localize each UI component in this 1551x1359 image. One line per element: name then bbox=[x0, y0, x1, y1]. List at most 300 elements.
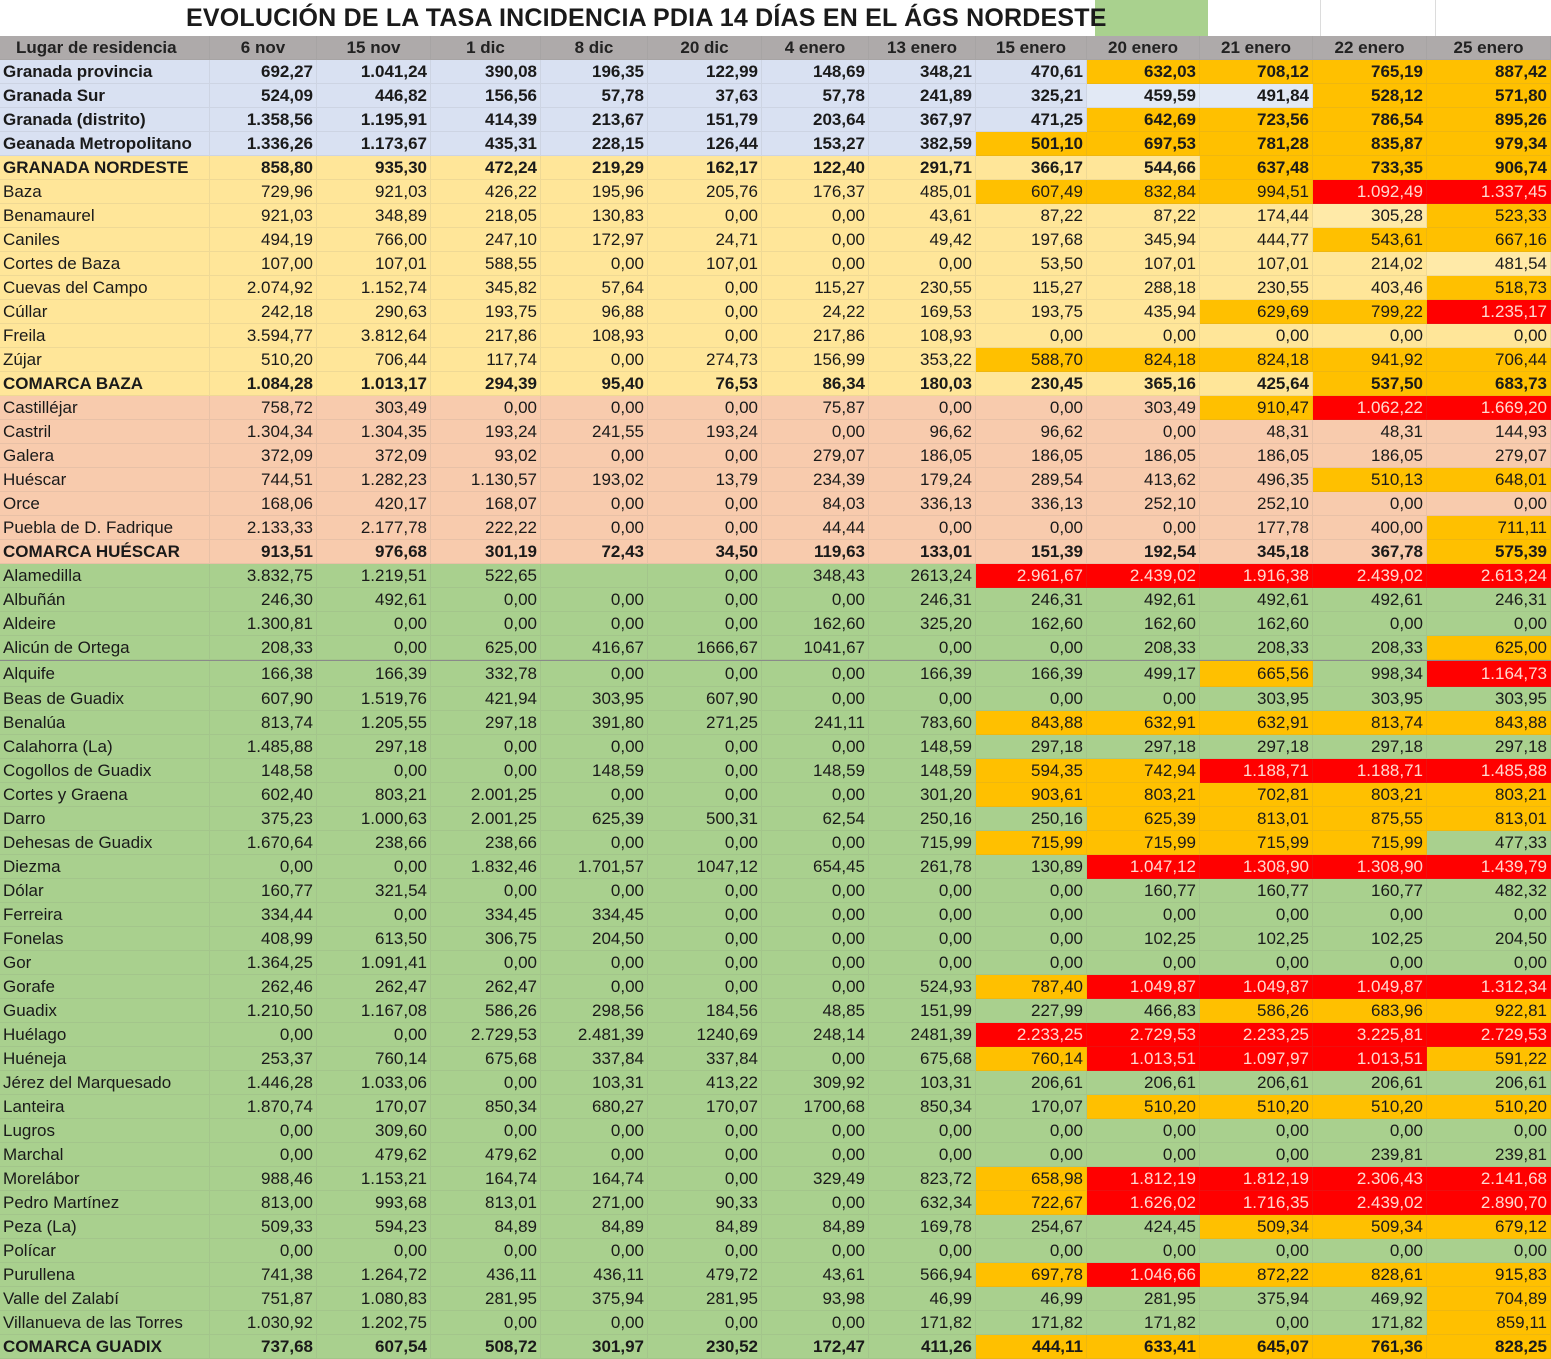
rate-cell[interactable]: 765,19 bbox=[1313, 60, 1427, 84]
rate-cell[interactable]: 75,87 bbox=[762, 396, 869, 420]
rate-cell[interactable]: 416,67 bbox=[541, 636, 648, 661]
rate-cell[interactable]: 723,56 bbox=[1200, 108, 1313, 132]
rate-cell[interactable]: 413,62 bbox=[1087, 468, 1200, 492]
rate-cell[interactable]: 1.000,63 bbox=[317, 807, 431, 831]
rate-cell[interactable]: 0,00 bbox=[869, 1143, 976, 1167]
rate-cell[interactable]: 0,00 bbox=[210, 855, 317, 879]
rate-cell[interactable]: 337,84 bbox=[541, 1047, 648, 1071]
rate-cell[interactable]: 0,00 bbox=[869, 516, 976, 540]
place-name-cell[interactable]: Cogollos de Guadix bbox=[0, 759, 210, 783]
rate-cell[interactable]: 262,47 bbox=[431, 975, 541, 999]
rate-cell[interactable]: 186,05 bbox=[1087, 444, 1200, 468]
rate-cell[interactable]: 1.047,12 bbox=[1087, 855, 1200, 879]
rate-cell[interactable]: 180,03 bbox=[869, 372, 976, 396]
rate-cell[interactable]: 239,81 bbox=[1427, 1143, 1551, 1167]
rate-cell[interactable]: 1.202,75 bbox=[317, 1311, 431, 1335]
rate-cell[interactable]: 1.264,72 bbox=[317, 1263, 431, 1287]
place-name-cell[interactable]: Lugros bbox=[0, 1119, 210, 1143]
rate-cell[interactable]: 1.304,34 bbox=[210, 420, 317, 444]
rate-cell[interactable]: 722,67 bbox=[976, 1191, 1087, 1215]
rate-cell[interactable]: 372,09 bbox=[210, 444, 317, 468]
rate-cell[interactable]: 1.485,88 bbox=[1427, 759, 1551, 783]
rate-cell[interactable]: 524,09 bbox=[210, 84, 317, 108]
rate-cell[interactable]: 742,94 bbox=[1087, 759, 1200, 783]
rate-cell[interactable]: 0,00 bbox=[317, 1023, 431, 1047]
rate-cell[interactable]: 1.300,81 bbox=[210, 612, 317, 636]
rate-cell[interactable]: 0,00 bbox=[541, 612, 648, 636]
rate-cell[interactable]: 715,99 bbox=[1087, 831, 1200, 855]
rate-cell[interactable]: 1.916,38 bbox=[1200, 564, 1313, 588]
rate-cell[interactable]: 171,82 bbox=[869, 1311, 976, 1335]
rate-cell[interactable]: 148,59 bbox=[869, 735, 976, 759]
rate-cell[interactable]: 741,38 bbox=[210, 1263, 317, 1287]
rate-cell[interactable]: 172,47 bbox=[762, 1335, 869, 1359]
rate-cell[interactable]: 0,00 bbox=[648, 759, 762, 783]
rate-cell[interactable]: 0,00 bbox=[541, 516, 648, 540]
rate-cell[interactable]: 887,42 bbox=[1427, 60, 1551, 84]
rate-cell[interactable]: 665,56 bbox=[1200, 661, 1313, 688]
rate-cell[interactable]: 0,00 bbox=[1313, 1239, 1427, 1263]
rate-cell[interactable]: 903,61 bbox=[976, 783, 1087, 807]
rate-cell[interactable]: 303,95 bbox=[541, 687, 648, 711]
place-name-cell[interactable]: Granada (distrito) bbox=[0, 108, 210, 132]
place-name-cell[interactable]: Orce bbox=[0, 492, 210, 516]
place-name-cell[interactable]: Puebla de D. Fadrique bbox=[0, 516, 210, 540]
rate-cell[interactable]: 0,00 bbox=[869, 951, 976, 975]
rate-cell[interactable]: 206,61 bbox=[1200, 1071, 1313, 1095]
rate-cell[interactable]: 2.729,53 bbox=[1087, 1023, 1200, 1047]
rate-cell[interactable]: 0,00 bbox=[869, 687, 976, 711]
rate-cell[interactable]: 0,00 bbox=[541, 735, 648, 759]
rate-cell[interactable]: 766,00 bbox=[317, 228, 431, 252]
rate-cell[interactable]: 227,99 bbox=[976, 999, 1087, 1023]
rate-cell[interactable]: 0,00 bbox=[648, 661, 762, 688]
rate-cell[interactable]: 0,00 bbox=[976, 1143, 1087, 1167]
place-name-cell[interactable]: Aldeire bbox=[0, 612, 210, 636]
rate-cell[interactable]: 1.091,41 bbox=[317, 951, 431, 975]
rate-cell[interactable]: 246,31 bbox=[869, 588, 976, 612]
rate-cell[interactable]: 1.080,83 bbox=[317, 1287, 431, 1311]
rate-cell[interactable]: 365,16 bbox=[1087, 372, 1200, 396]
rate-cell[interactable]: 208,33 bbox=[210, 636, 317, 661]
rate-cell[interactable]: 683,73 bbox=[1427, 372, 1551, 396]
rate-cell[interactable]: 184,56 bbox=[648, 999, 762, 1023]
rate-cell[interactable]: 522,65 bbox=[431, 564, 541, 588]
place-name-cell[interactable]: Ferreira bbox=[0, 903, 210, 927]
rate-cell[interactable]: 706,44 bbox=[317, 348, 431, 372]
rate-cell[interactable]: 479,62 bbox=[317, 1143, 431, 1167]
column-header-place[interactable]: Lugar de residencia bbox=[0, 36, 210, 60]
rate-cell[interactable]: 193,02 bbox=[541, 468, 648, 492]
rate-cell[interactable]: 186,05 bbox=[869, 444, 976, 468]
rate-cell[interactable]: 122,40 bbox=[762, 156, 869, 180]
rate-cell[interactable]: 0,00 bbox=[648, 951, 762, 975]
rate-cell[interactable]: 761,36 bbox=[1313, 1335, 1427, 1359]
rate-cell[interactable]: 144,93 bbox=[1427, 420, 1551, 444]
column-header-date[interactable]: 6 nov bbox=[210, 36, 317, 60]
rate-cell[interactable]: 93,02 bbox=[431, 444, 541, 468]
rate-cell[interactable]: 479,62 bbox=[431, 1143, 541, 1167]
rate-cell[interactable]: 704,89 bbox=[1427, 1287, 1551, 1311]
place-name-cell[interactable]: Polícar bbox=[0, 1239, 210, 1263]
rate-cell[interactable]: 230,55 bbox=[1200, 276, 1313, 300]
place-name-cell[interactable]: Diezma bbox=[0, 855, 210, 879]
rate-cell[interactable]: 491,84 bbox=[1200, 84, 1313, 108]
rate-cell[interactable]: 115,27 bbox=[762, 276, 869, 300]
rate-cell[interactable]: 390,08 bbox=[431, 60, 541, 84]
rate-cell[interactable]: 0,00 bbox=[431, 1239, 541, 1263]
rate-cell[interactable]: 0,00 bbox=[1427, 903, 1551, 927]
rate-cell[interactable]: 1.049,87 bbox=[1200, 975, 1313, 999]
rate-cell[interactable]: 156,56 bbox=[431, 84, 541, 108]
rate-cell[interactable]: 57,64 bbox=[541, 276, 648, 300]
rate-cell[interactable]: 0,00 bbox=[431, 1119, 541, 1143]
rate-cell[interactable]: 0,00 bbox=[762, 879, 869, 903]
rate-cell[interactable]: 0,00 bbox=[869, 903, 976, 927]
rate-cell[interactable]: 479,72 bbox=[648, 1263, 762, 1287]
rate-cell[interactable]: 632,91 bbox=[1200, 711, 1313, 735]
rate-cell[interactable]: 0,00 bbox=[1427, 1239, 1551, 1263]
rate-cell[interactable]: 0,00 bbox=[762, 903, 869, 927]
rate-cell[interactable]: 509,34 bbox=[1200, 1215, 1313, 1239]
rate-cell[interactable]: 102,25 bbox=[1313, 927, 1427, 951]
rate-cell[interactable]: 1.308,90 bbox=[1313, 855, 1427, 879]
rate-cell[interactable]: 151,99 bbox=[869, 999, 976, 1023]
rate-cell[interactable]: 586,26 bbox=[431, 999, 541, 1023]
rate-cell[interactable]: 0,00 bbox=[648, 903, 762, 927]
rate-cell[interactable]: 0,00 bbox=[541, 951, 648, 975]
rate-cell[interactable]: 2.481,39 bbox=[541, 1023, 648, 1047]
rate-cell[interactable]: 186,05 bbox=[1313, 444, 1427, 468]
rate-cell[interactable]: 0,00 bbox=[541, 831, 648, 855]
rate-cell[interactable]: 84,89 bbox=[431, 1215, 541, 1239]
rate-cell[interactable]: 1.164,73 bbox=[1427, 661, 1551, 688]
rate-cell[interactable]: 170,07 bbox=[317, 1095, 431, 1119]
place-name-cell[interactable]: Benalúa bbox=[0, 711, 210, 735]
rate-cell[interactable]: 325,21 bbox=[976, 84, 1087, 108]
rate-cell[interactable]: 0,00 bbox=[1087, 951, 1200, 975]
rate-cell[interactable]: 466,83 bbox=[1087, 999, 1200, 1023]
place-name-cell[interactable]: Cortes de Baza bbox=[0, 252, 210, 276]
rate-cell[interactable]: 367,97 bbox=[869, 108, 976, 132]
rate-cell[interactable]: 444,77 bbox=[1200, 228, 1313, 252]
rate-cell[interactable]: 48,31 bbox=[1313, 420, 1427, 444]
rate-cell[interactable]: 206,61 bbox=[1087, 1071, 1200, 1095]
rate-cell[interactable]: 0,00 bbox=[648, 276, 762, 300]
rate-cell[interactable]: 571,80 bbox=[1427, 84, 1551, 108]
rate-cell[interactable]: 246,30 bbox=[210, 588, 317, 612]
rate-cell[interactable]: 148,58 bbox=[210, 759, 317, 783]
rate-cell[interactable]: 84,89 bbox=[648, 1215, 762, 1239]
rate-cell[interactable]: 645,07 bbox=[1200, 1335, 1313, 1359]
rate-cell[interactable]: 0,00 bbox=[976, 636, 1087, 661]
rate-cell[interactable]: 0,00 bbox=[648, 588, 762, 612]
rate-cell[interactable]: 733,35 bbox=[1313, 156, 1427, 180]
rate-cell[interactable]: 205,76 bbox=[648, 180, 762, 204]
rate-cell[interactable]: 218,05 bbox=[431, 204, 541, 228]
rate-cell[interactable]: 2.306,43 bbox=[1313, 1167, 1427, 1191]
rate-cell[interactable]: 1.364,25 bbox=[210, 951, 317, 975]
rate-cell[interactable]: 813,01 bbox=[431, 1191, 541, 1215]
rate-cell[interactable]: 160,77 bbox=[210, 879, 317, 903]
rate-cell[interactable]: 208,33 bbox=[1087, 636, 1200, 661]
rate-cell[interactable]: 303,95 bbox=[1427, 687, 1551, 711]
rate-cell[interactable]: 252,10 bbox=[1087, 492, 1200, 516]
rate-cell[interactable]: 297,18 bbox=[1427, 735, 1551, 759]
rate-cell[interactable]: 607,54 bbox=[317, 1335, 431, 1359]
rate-cell[interactable]: 1.446,28 bbox=[210, 1071, 317, 1095]
rate-cell[interactable]: 87,22 bbox=[976, 204, 1087, 228]
rate-cell[interactable]: 0,00 bbox=[648, 492, 762, 516]
rate-cell[interactable]: 24,22 bbox=[762, 300, 869, 324]
rate-cell[interactable]: 435,94 bbox=[1087, 300, 1200, 324]
rate-cell[interactable]: 1.188,71 bbox=[1313, 759, 1427, 783]
rate-cell[interactable]: 170,07 bbox=[976, 1095, 1087, 1119]
rate-cell[interactable]: 303,49 bbox=[1087, 396, 1200, 420]
rate-cell[interactable]: 291,71 bbox=[869, 156, 976, 180]
rate-cell[interactable]: 193,75 bbox=[976, 300, 1087, 324]
rate-cell[interactable]: 130,89 bbox=[976, 855, 1087, 879]
rate-cell[interactable]: 675,68 bbox=[869, 1047, 976, 1071]
rate-cell[interactable]: 510,20 bbox=[1200, 1095, 1313, 1119]
rate-cell[interactable]: 988,46 bbox=[210, 1167, 317, 1191]
rate-cell[interactable]: 166,38 bbox=[210, 661, 317, 688]
rate-cell[interactable]: 0,00 bbox=[648, 324, 762, 348]
rate-cell[interactable]: 288,18 bbox=[1087, 276, 1200, 300]
rate-cell[interactable]: 1.046,66 bbox=[1087, 1263, 1200, 1287]
rate-cell[interactable]: 336,13 bbox=[869, 492, 976, 516]
rate-cell[interactable]: 998,34 bbox=[1313, 661, 1427, 688]
place-name-cell[interactable]: Dehesas de Guadix bbox=[0, 831, 210, 855]
rate-cell[interactable]: 1.812,19 bbox=[1200, 1167, 1313, 1191]
rate-cell[interactable]: 46,99 bbox=[976, 1287, 1087, 1311]
rate-cell[interactable]: 510,20 bbox=[1313, 1095, 1427, 1119]
rate-cell[interactable]: 214,02 bbox=[1313, 252, 1427, 276]
rate-cell[interactable]: 234,39 bbox=[762, 468, 869, 492]
rate-cell[interactable]: 715,99 bbox=[976, 831, 1087, 855]
rate-cell[interactable]: 508,72 bbox=[431, 1335, 541, 1359]
rate-cell[interactable]: 193,75 bbox=[431, 300, 541, 324]
rate-cell[interactable]: 0,00 bbox=[1087, 324, 1200, 348]
rate-cell[interactable]: 523,33 bbox=[1427, 204, 1551, 228]
rate-cell[interactable]: 13,79 bbox=[648, 468, 762, 492]
place-name-cell[interactable]: Huéscar bbox=[0, 468, 210, 492]
rate-cell[interactable]: 250,16 bbox=[869, 807, 976, 831]
rate-cell[interactable]: 2.439,02 bbox=[1313, 564, 1427, 588]
place-name-cell[interactable]: Cortes y Graena bbox=[0, 783, 210, 807]
rate-cell[interactable]: 192,54 bbox=[1087, 540, 1200, 564]
rate-cell[interactable]: 625,39 bbox=[541, 807, 648, 831]
place-name-cell[interactable]: Gorafe bbox=[0, 975, 210, 999]
column-header-date[interactable]: 20 dic bbox=[648, 36, 762, 60]
rate-cell[interactable]: 921,03 bbox=[210, 204, 317, 228]
rate-cell[interactable]: 217,86 bbox=[762, 324, 869, 348]
place-name-cell[interactable]: Purullena bbox=[0, 1263, 210, 1287]
rate-cell[interactable]: 0,00 bbox=[317, 636, 431, 661]
rate-cell[interactable]: 166,39 bbox=[976, 661, 1087, 688]
rate-cell[interactable]: 1.062,22 bbox=[1313, 396, 1427, 420]
rate-cell[interactable]: 843,88 bbox=[1427, 711, 1551, 735]
rate-cell[interactable]: 683,96 bbox=[1313, 999, 1427, 1023]
rate-cell[interactable]: 625,00 bbox=[431, 636, 541, 661]
rate-cell[interactable]: 895,26 bbox=[1427, 108, 1551, 132]
column-header-date[interactable]: 21 enero bbox=[1200, 36, 1313, 60]
rate-cell[interactable]: 170,07 bbox=[648, 1095, 762, 1119]
rate-cell[interactable]: 372,09 bbox=[317, 444, 431, 468]
rate-cell[interactable]: 108,93 bbox=[541, 324, 648, 348]
rate-cell[interactable]: 0,00 bbox=[1200, 1239, 1313, 1263]
rate-cell[interactable]: 993,68 bbox=[317, 1191, 431, 1215]
rate-cell[interactable]: 625,39 bbox=[1087, 807, 1200, 831]
rate-cell[interactable]: 1.195,91 bbox=[317, 108, 431, 132]
rate-cell[interactable]: 1.282,23 bbox=[317, 468, 431, 492]
rate-cell[interactable]: 0,00 bbox=[541, 396, 648, 420]
rate-cell[interactable]: 3.594,77 bbox=[210, 324, 317, 348]
rate-cell[interactable]: 0,00 bbox=[762, 735, 869, 759]
rate-cell[interactable]: 219,29 bbox=[541, 156, 648, 180]
rate-cell[interactable]: 654,45 bbox=[762, 855, 869, 879]
rate-cell[interactable]: 518,73 bbox=[1427, 276, 1551, 300]
rate-cell[interactable]: 0,00 bbox=[541, 1143, 648, 1167]
rate-cell[interactable]: 0,00 bbox=[648, 204, 762, 228]
rate-cell[interactable]: 206,61 bbox=[976, 1071, 1087, 1095]
rate-cell[interactable]: 692,27 bbox=[210, 60, 317, 84]
rate-cell[interactable]: 289,54 bbox=[976, 468, 1087, 492]
rate-cell[interactable]: 872,22 bbox=[1200, 1263, 1313, 1287]
rate-cell[interactable]: 162,60 bbox=[762, 612, 869, 636]
rate-cell[interactable]: 843,88 bbox=[976, 711, 1087, 735]
rate-cell[interactable]: 436,11 bbox=[431, 1263, 541, 1287]
rate-cell[interactable]: 0,00 bbox=[541, 783, 648, 807]
rate-cell[interactable]: 336,13 bbox=[976, 492, 1087, 516]
rate-cell[interactable]: 1.097,97 bbox=[1200, 1047, 1313, 1071]
rate-cell[interactable]: 162,60 bbox=[1200, 612, 1313, 636]
rate-cell[interactable]: 241,11 bbox=[762, 711, 869, 735]
rate-cell[interactable]: 321,54 bbox=[317, 879, 431, 903]
rate-cell[interactable]: 913,51 bbox=[210, 540, 317, 564]
rate-cell[interactable]: 1.049,87 bbox=[1087, 975, 1200, 999]
rate-cell[interactable]: 470,61 bbox=[976, 60, 1087, 84]
rate-cell[interactable]: 524,93 bbox=[869, 975, 976, 999]
rate-cell[interactable]: 274,73 bbox=[648, 348, 762, 372]
rate-cell[interactable]: 850,34 bbox=[431, 1095, 541, 1119]
rate-cell[interactable]: 1.304,35 bbox=[317, 420, 431, 444]
place-name-cell[interactable]: Gor bbox=[0, 951, 210, 975]
rate-cell[interactable]: 0,00 bbox=[869, 252, 976, 276]
place-name-cell[interactable]: Fonelas bbox=[0, 927, 210, 951]
rate-cell[interactable]: 832,84 bbox=[1087, 180, 1200, 204]
place-name-cell[interactable]: Guadix bbox=[0, 999, 210, 1023]
rate-cell[interactable]: 875,55 bbox=[1313, 807, 1427, 831]
rate-cell[interactable]: 1.173,67 bbox=[317, 132, 431, 156]
place-name-cell[interactable]: Beas de Guadix bbox=[0, 687, 210, 711]
rate-cell[interactable]: 1700,68 bbox=[762, 1095, 869, 1119]
rate-cell[interactable]: 1.870,74 bbox=[210, 1095, 317, 1119]
rate-cell[interactable]: 715,99 bbox=[1313, 831, 1427, 855]
rate-cell[interactable]: 241,89 bbox=[869, 84, 976, 108]
rate-cell[interactable]: 176,37 bbox=[762, 180, 869, 204]
rate-cell[interactable]: 348,89 bbox=[317, 204, 431, 228]
column-header-date[interactable]: 4 enero bbox=[762, 36, 869, 60]
rate-cell[interactable]: 0,00 bbox=[762, 1191, 869, 1215]
rate-cell[interactable]: 510,20 bbox=[1427, 1095, 1551, 1119]
rate-cell[interactable]: 48,31 bbox=[1200, 420, 1313, 444]
rate-cell[interactable]: 0,00 bbox=[1200, 324, 1313, 348]
rate-cell[interactable]: 0,00 bbox=[976, 1119, 1087, 1143]
rate-cell[interactable]: 0,00 bbox=[431, 735, 541, 759]
rate-cell[interactable]: 510,20 bbox=[210, 348, 317, 372]
rate-cell[interactable]: 2.890,70 bbox=[1427, 1191, 1551, 1215]
rate-cell[interactable]: 0,00 bbox=[648, 927, 762, 951]
rate-cell[interactable]: 24,71 bbox=[648, 228, 762, 252]
rate-cell[interactable]: 367,78 bbox=[1313, 540, 1427, 564]
rate-cell[interactable]: 813,00 bbox=[210, 1191, 317, 1215]
rate-cell[interactable]: 1.519,76 bbox=[317, 687, 431, 711]
rate-cell[interactable]: 0,00 bbox=[1313, 612, 1427, 636]
rate-cell[interactable]: 250,16 bbox=[976, 807, 1087, 831]
rate-cell[interactable]: 49,42 bbox=[869, 228, 976, 252]
rate-cell[interactable]: 0,00 bbox=[976, 903, 1087, 927]
rate-cell[interactable]: 0,00 bbox=[210, 1239, 317, 1263]
column-header-date[interactable]: 22 enero bbox=[1313, 36, 1427, 60]
rate-cell[interactable]: 632,03 bbox=[1087, 60, 1200, 84]
rate-cell[interactable]: 297,18 bbox=[1313, 735, 1427, 759]
rate-cell[interactable]: 0,00 bbox=[1200, 1311, 1313, 1335]
rate-cell[interactable]: 193,24 bbox=[648, 420, 762, 444]
rate-cell[interactable]: 213,67 bbox=[541, 108, 648, 132]
rate-cell[interactable]: 0,00 bbox=[648, 1311, 762, 1335]
rate-cell[interactable]: 294,39 bbox=[431, 372, 541, 396]
rate-cell[interactable]: 1.092,49 bbox=[1313, 180, 1427, 204]
rate-cell[interactable]: 0,00 bbox=[1087, 420, 1200, 444]
rate-cell[interactable]: 3.832,75 bbox=[210, 564, 317, 588]
rate-cell[interactable]: 2.233,25 bbox=[976, 1023, 1087, 1047]
rate-cell[interactable]: 648,01 bbox=[1427, 468, 1551, 492]
rate-cell[interactable]: 254,67 bbox=[976, 1215, 1087, 1239]
rate-cell[interactable]: 306,75 bbox=[431, 927, 541, 951]
rate-cell[interactable]: 345,18 bbox=[1200, 540, 1313, 564]
rate-cell[interactable]: 0,00 bbox=[762, 588, 869, 612]
rate-cell[interactable]: 510,20 bbox=[1087, 1095, 1200, 1119]
rate-cell[interactable]: 737,68 bbox=[210, 1335, 317, 1359]
rate-cell[interactable]: 1.033,06 bbox=[317, 1071, 431, 1095]
rate-cell[interactable]: 509,33 bbox=[210, 1215, 317, 1239]
rate-cell[interactable]: 1.030,92 bbox=[210, 1311, 317, 1335]
rate-cell[interactable]: 115,27 bbox=[976, 276, 1087, 300]
rate-cell[interactable]: 1.084,28 bbox=[210, 372, 317, 396]
rate-cell[interactable]: 0,00 bbox=[1427, 324, 1551, 348]
rate-cell[interactable]: 186,05 bbox=[976, 444, 1087, 468]
rate-cell[interactable]: 203,64 bbox=[762, 108, 869, 132]
rate-cell[interactable]: 625,00 bbox=[1427, 636, 1551, 661]
rate-cell[interactable]: 171,82 bbox=[1313, 1311, 1427, 1335]
rate-cell[interactable]: 151,79 bbox=[648, 108, 762, 132]
rate-cell[interactable]: 1.485,88 bbox=[210, 735, 317, 759]
place-name-cell[interactable]: Alicún de Ortega bbox=[0, 636, 210, 661]
rate-cell[interactable]: 0,00 bbox=[317, 612, 431, 636]
rate-cell[interactable]: 196,35 bbox=[541, 60, 648, 84]
rate-cell[interactable]: 96,88 bbox=[541, 300, 648, 324]
rate-cell[interactable]: 217,86 bbox=[431, 324, 541, 348]
rate-cell[interactable]: 0,00 bbox=[1087, 903, 1200, 927]
rate-cell[interactable]: 0,00 bbox=[1087, 687, 1200, 711]
rate-cell[interactable]: 168,07 bbox=[431, 492, 541, 516]
rate-cell[interactable]: 0,00 bbox=[648, 783, 762, 807]
rate-cell[interactable]: 366,17 bbox=[976, 156, 1087, 180]
rate-cell[interactable]: 87,22 bbox=[1087, 204, 1200, 228]
rate-cell[interactable]: 2.133,33 bbox=[210, 516, 317, 540]
rate-cell[interactable]: 0,00 bbox=[648, 564, 762, 588]
